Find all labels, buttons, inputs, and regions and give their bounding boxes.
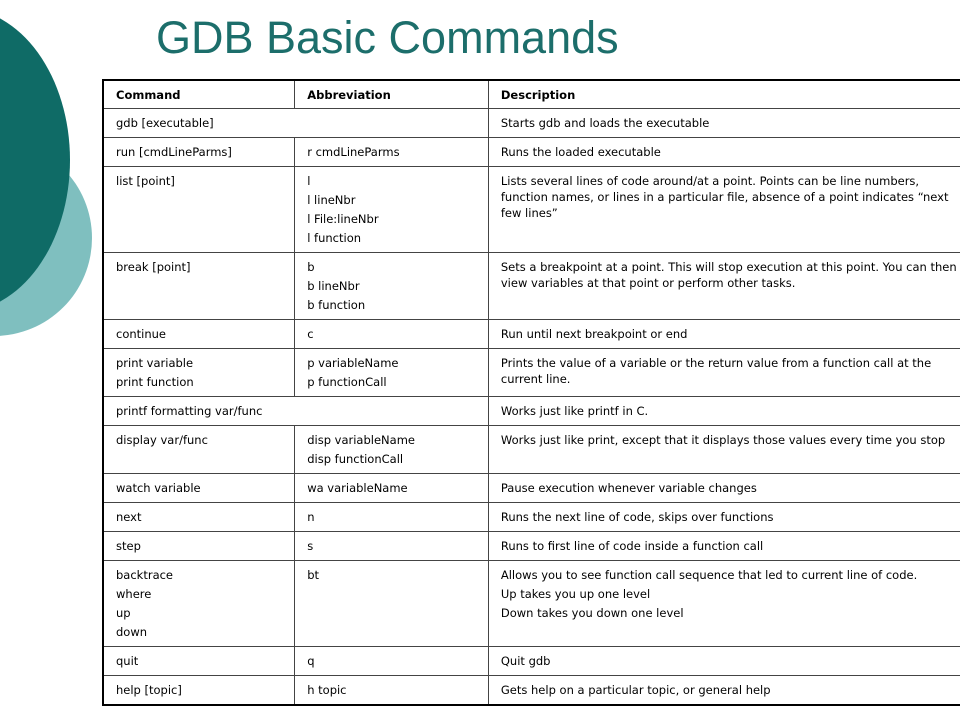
abbreviation-cell xyxy=(295,647,489,676)
abbreviation-cell xyxy=(295,320,489,349)
command-cell xyxy=(103,167,295,253)
description-cell-line: Down takes you down one level xyxy=(500,606,684,620)
command-cell xyxy=(103,561,295,647)
command-cell xyxy=(103,253,295,320)
description-cell xyxy=(488,503,960,532)
abbreviation-cell xyxy=(295,349,489,397)
table-row xyxy=(103,320,960,349)
abbreviation-cell-line: l File:lineNbr xyxy=(307,212,379,226)
command-cell xyxy=(103,676,295,706)
table-row xyxy=(103,349,960,397)
command-cell-line: print function xyxy=(116,375,194,389)
description-cell-line: Works just like print, except that it displays those values every time you stop xyxy=(500,433,946,447)
command-cell xyxy=(103,474,295,503)
gdb-commands-table xyxy=(102,79,960,706)
command-cell xyxy=(103,647,295,676)
abbreviation-cell xyxy=(295,426,489,474)
command-cell-line: where xyxy=(116,587,152,601)
command-cell xyxy=(103,320,295,349)
column-header-command: Command xyxy=(103,80,295,109)
table-row xyxy=(103,647,960,676)
command-cell-line: printf formatting var/func xyxy=(116,404,263,418)
table-row xyxy=(103,561,960,647)
page-title: GDB Basic Commands xyxy=(156,12,619,63)
abbreviation-cell-line: c xyxy=(307,327,314,341)
description-cell xyxy=(488,561,960,647)
description-cell-line: Pause execution whenever variable changes xyxy=(500,481,757,495)
description-cell xyxy=(488,109,960,138)
description-cell xyxy=(488,320,960,349)
description-cell-line: Gets help on a particular topic, or general help xyxy=(500,683,771,697)
table-row xyxy=(103,397,960,426)
description-cell xyxy=(488,253,960,320)
command-cell-line: up xyxy=(116,606,131,620)
command-cell-line: break [point] xyxy=(116,260,191,274)
abbreviation-cell xyxy=(295,676,489,706)
description-cell-line: Allows you to see function call sequence that led to current line of code. xyxy=(500,568,918,582)
command-cell xyxy=(103,503,295,532)
abbreviation-cell-line: l lineNbr xyxy=(307,193,356,207)
abbreviation-cell-line: bt xyxy=(307,568,320,582)
command-cell-line: watch variable xyxy=(116,481,201,495)
description-cell xyxy=(488,474,960,503)
abbreviation-cell xyxy=(295,561,489,647)
abbreviation-cell-line: h topic xyxy=(307,683,347,697)
abbreviation-cell-line: p functionCall xyxy=(307,375,387,389)
description-cell xyxy=(488,138,960,167)
command-cell xyxy=(103,138,295,167)
command-cell xyxy=(103,397,488,426)
abbreviation-cell-line: wa variableName xyxy=(307,481,408,495)
command-cell-line: gdb [executable] xyxy=(116,116,214,130)
table-row xyxy=(103,426,960,474)
table-row xyxy=(103,253,960,320)
command-cell xyxy=(103,426,295,474)
table-row xyxy=(103,109,960,138)
abbreviation-cell xyxy=(295,532,489,561)
table-row xyxy=(103,474,960,503)
table-row xyxy=(103,138,960,167)
description-cell-line: Runs the next line of code, skips over functions xyxy=(500,510,774,524)
abbreviation-cell-line: b function xyxy=(307,298,366,312)
description-cell xyxy=(488,647,960,676)
abbreviation-cell-line: l function xyxy=(307,231,362,245)
abbreviation-cell-line: p variableName xyxy=(307,356,399,370)
abbreviation-cell xyxy=(295,503,489,532)
column-header-abbreviation: Abbreviation xyxy=(295,80,489,109)
command-cell xyxy=(103,349,295,397)
abbreviation-cell xyxy=(295,253,489,320)
table-row xyxy=(103,532,960,561)
description-cell xyxy=(488,676,960,706)
description-cell xyxy=(488,532,960,561)
abbreviation-cell-line: disp variableName xyxy=(307,433,415,447)
description-cell-line: Run until next breakpoint or end xyxy=(500,327,688,341)
table-header-row xyxy=(103,80,960,109)
description-cell xyxy=(488,426,960,474)
description-cell xyxy=(488,397,960,426)
command-cell-line: down xyxy=(116,625,148,639)
abbreviation-cell-line: disp functionCall xyxy=(307,452,404,466)
abbreviation-cell-line: n xyxy=(307,510,315,524)
table-row xyxy=(103,676,960,706)
command-cell-line: continue xyxy=(116,327,167,341)
description-cell-line: Prints the value of a variable or the return value from a function call at the current line. xyxy=(500,356,932,386)
abbreviation-cell-line: q xyxy=(307,654,315,668)
command-cell-line: next xyxy=(116,510,142,524)
abbreviation-cell-line: r cmdLineParms xyxy=(307,145,400,159)
abbreviation-cell-line: b lineNbr xyxy=(307,279,360,293)
command-cell-line: quit xyxy=(116,654,139,668)
description-cell-line: Lists several lines of code around/at a point. Points can be line numbers, function names, or lines in a particular file, absence of a point indicates “next few lines” xyxy=(500,174,949,220)
command-cell xyxy=(103,532,295,561)
description-cell xyxy=(488,349,960,397)
decorative-circles xyxy=(0,0,110,380)
description-cell-line: Quit gdb xyxy=(500,654,551,668)
description-cell-line: Runs the loaded executable xyxy=(500,145,661,159)
command-cell-line: list [point] xyxy=(116,174,175,188)
abbreviation-cell xyxy=(295,138,489,167)
abbreviation-cell-line: l xyxy=(307,174,311,188)
column-header-description: Description xyxy=(488,80,960,109)
command-cell-line: help [topic] xyxy=(116,683,182,697)
description-cell-line: Sets a breakpoint at a point. This will stop execution at this point. You can then view variables at that point or perform other tasks. xyxy=(500,260,957,290)
command-cell-line: step xyxy=(116,539,141,553)
command-cell xyxy=(103,109,488,138)
description-cell-line: Runs to first line of code inside a function call xyxy=(500,539,764,553)
command-cell-line: print variable xyxy=(116,356,194,370)
command-cell-line: run [cmdLineParms] xyxy=(116,145,232,159)
description-cell-line: Starts gdb and loads the executable xyxy=(500,116,710,130)
abbreviation-cell-line: b xyxy=(307,260,315,274)
description-cell xyxy=(488,167,960,253)
table-row xyxy=(103,503,960,532)
abbreviation-cell xyxy=(295,167,489,253)
abbreviation-cell-line: s xyxy=(307,539,314,553)
table-row xyxy=(103,167,960,253)
command-cell-line: display var/func xyxy=(116,433,208,447)
description-cell-line: Works just like printf in C. xyxy=(500,404,649,418)
command-cell-line: backtrace xyxy=(116,568,174,582)
abbreviation-cell xyxy=(295,474,489,503)
description-cell-line: Up takes you up one level xyxy=(500,587,651,601)
